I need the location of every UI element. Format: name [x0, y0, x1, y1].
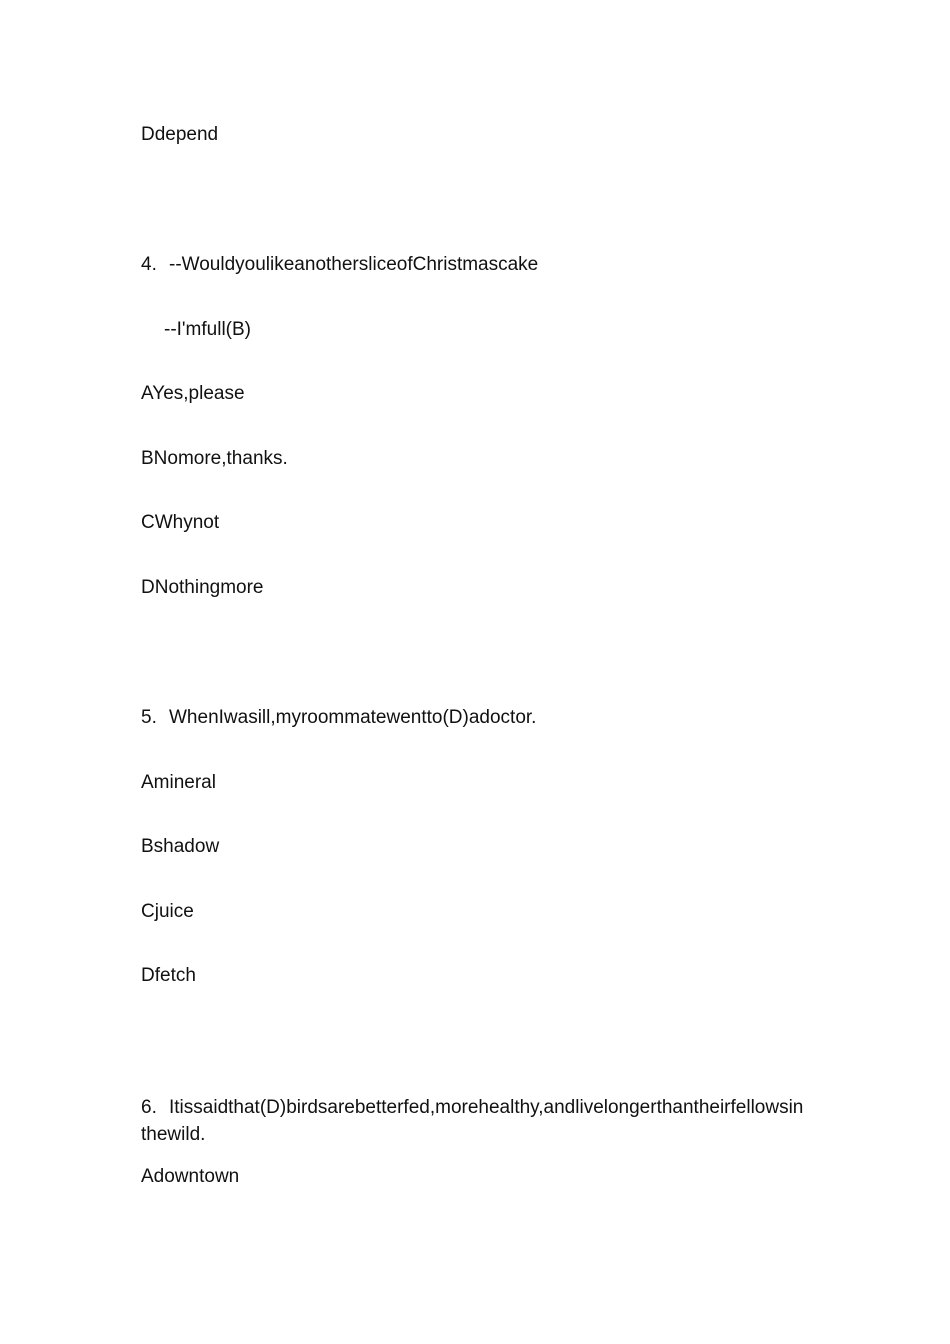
- q5-option-a: Amineral: [141, 772, 216, 793]
- q6-prompt-block: [141, 1094, 806, 1148]
- q5-number: 5.: [141, 707, 157, 728]
- q5-prompt: WhenIwasill,myroommatewentto(D)adoctor.: [169, 707, 537, 728]
- q4-prompt: --WouldyoulikeanothersliceofChristmascake: [169, 254, 539, 275]
- q5-option-d: Dfetch: [141, 965, 196, 986]
- q6-option-a: Adowntown: [141, 1166, 240, 1187]
- q4-reply: --I'mfull(B): [164, 319, 252, 340]
- q4-number: 4.: [141, 254, 157, 275]
- q4-option-a: AYes,please: [141, 383, 245, 404]
- q4-option-b: BNomore,thanks.: [141, 448, 288, 469]
- q5-option-c: Cjuice: [141, 901, 194, 922]
- q6-number: 6.: [141, 1097, 157, 1118]
- q6-prompt: Itissaidthat(D)birdsarebetterfed,morehealthy,andlivelongerthantheirfellowsinthewild.: [141, 1097, 804, 1145]
- q4-prompt-line: [141, 252, 538, 278]
- q5-option-b: Bshadow: [141, 836, 220, 857]
- q3-option-d: Ddepend: [141, 124, 219, 145]
- q5-prompt-line: [141, 705, 536, 731]
- q4-option-d: DNothingmore: [141, 577, 264, 598]
- q4-option-c: CWhynot: [141, 512, 220, 533]
